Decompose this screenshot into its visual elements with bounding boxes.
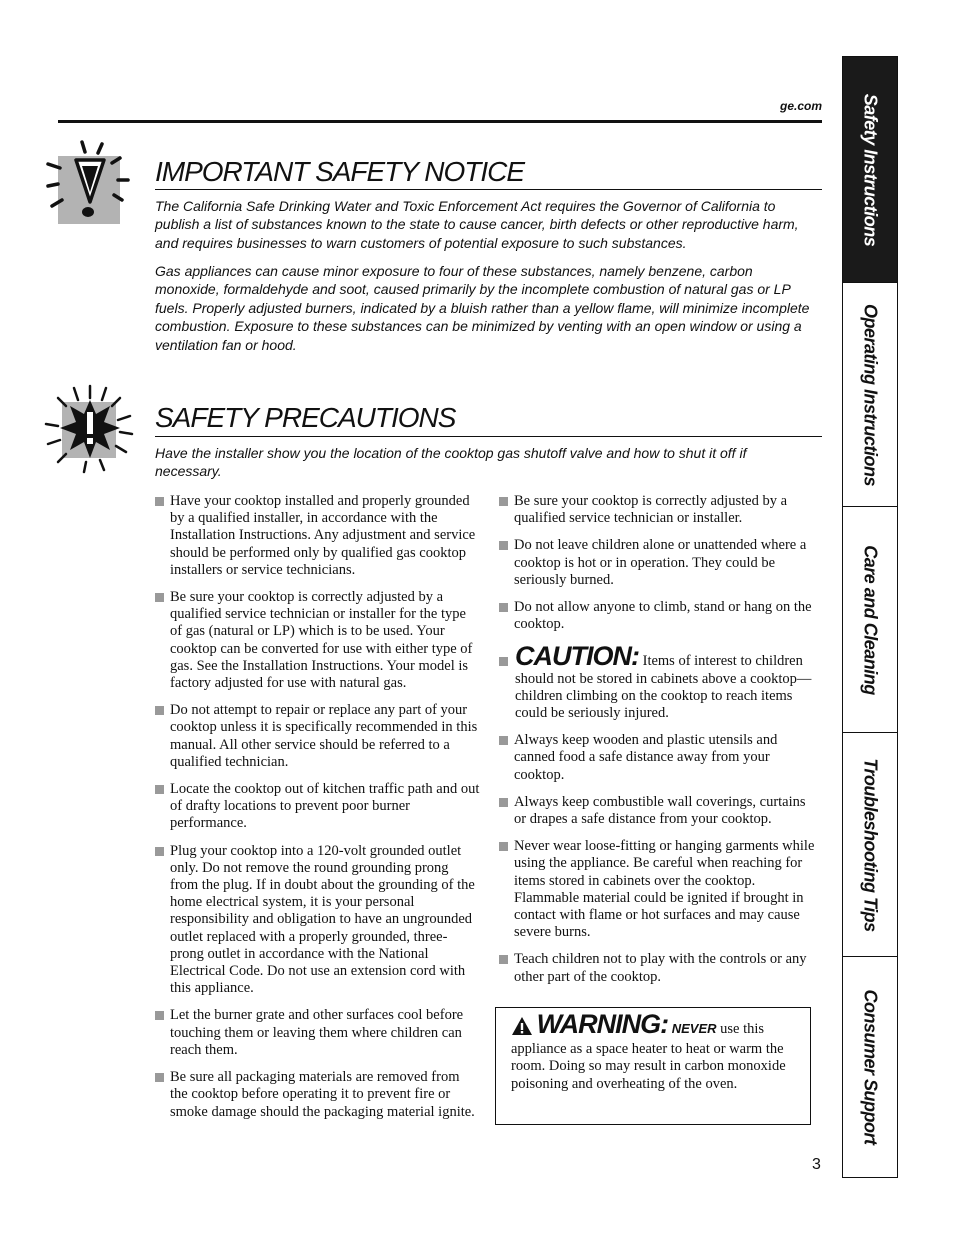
- list-item: Always keep wooden and plastic utensils and canned food a safe distance away from your cooktop.: [499, 732, 821, 784]
- square-bullet-icon: [499, 736, 508, 745]
- square-bullet-icon: [499, 842, 508, 851]
- tab-troubleshooting-tips[interactable]: Troubleshooting Tips: [843, 733, 897, 957]
- caution-item: [499, 643, 821, 722]
- notice-paragraph-1: The California Safe Drinking Water and Toxic Enforcement Act requires the Governor of California to publish a list of substances known to the state to cause cancer, birth defects or other reproductive harm, and requires businesses to warn customers of potential exposure to such substances.: [155, 198, 799, 251]
- square-bullet-icon: [499, 541, 508, 550]
- list-item: Plug your cooktop into a 120-volt grounded outlet only. Do not remove the round grounding prong from the plug. If in doubt about the grounding of the home electrical system, it is your personal responsibility and obligation to have an ungrounded outlet replaced with a properly grounded, three-prong outlet in accordance with the National Electrical Code. Do not use an extension cord with this appliance.: [155, 843, 480, 998]
- never-label: NEVER: [671, 1021, 717, 1036]
- section-sidebar: [842, 56, 898, 1178]
- tab-operating-instructions[interactable]: Operating Instructions: [843, 283, 897, 507]
- square-bullet-icon: [155, 847, 164, 856]
- burst-warning-icon: [44, 384, 136, 481]
- list-item: Never wear loose-fitting or hanging garments while using the appliance. Be careful when reaching for items stored in cabinets over the cooktop. Flammable material could be ignited if brought in contact with flame or hot surfaces and may cause severe burns.: [499, 838, 821, 941]
- list-item: Be sure all packaging materials are removed from the cooktop before operating it to prevent fire or smoke damage should the packaging material ignite.: [155, 1069, 480, 1121]
- warning-text: use this appliance as a space heater to heat or warm the room. Doing so may result in carbon monoxide poisoning and overheating of the oven.: [511, 1021, 786, 1092]
- square-bullet-icon: [155, 785, 164, 794]
- exclamation-notice-icon: [46, 140, 136, 235]
- precautions-intro: Have the installer show you the location of the cooktop gas shutoff valve and how to shut it off if necessary.: [155, 445, 747, 480]
- square-bullet-icon: [499, 603, 508, 612]
- tab-safety-instructions[interactable]: Safety Instructions: [843, 57, 897, 283]
- site-url: ge.com: [779, 99, 822, 113]
- left-column: [155, 493, 480, 1131]
- square-bullet-icon: [155, 497, 164, 506]
- caution-text: Items of interest to children should not be stored in cabinets above a cooktop—children climbing on the cooktop to reach items could be seriously injured.: [515, 653, 812, 722]
- list-item: Do not allow anyone to climb, stand or hang on the cooktop.: [499, 599, 821, 633]
- square-bullet-icon: [155, 706, 164, 715]
- list-item: Do not leave children alone or unattended where a cooktop is hot or in operation. They could be seriously burned.: [499, 537, 821, 589]
- list-item: Always keep combustible wall coverings, curtains or drapes a safe distance from your cooktop.: [499, 794, 821, 828]
- precautions-title: SAFETY PRECAUTIONS: [155, 402, 456, 433]
- tab-care-and-cleaning[interactable]: Care and Cleaning: [843, 507, 897, 733]
- list-item: Do not attempt to repair or replace any part of your cooktop unless it is specifically recommended in this manual. All other service should be referred to a qualified technician.: [155, 702, 480, 771]
- list-item: Be sure your cooktop is correctly adjusted by a qualified service technician or installer for the type of gas (natural or LP) which is to be used. Your cooktop can be converted for use with either type of gas. See the Installation Instructions. Your model is factory adjusted for use with natural gas.: [155, 589, 480, 692]
- square-bullet-icon: [155, 593, 164, 602]
- caution-label: CAUTION:: [515, 641, 639, 672]
- right-column: [499, 493, 821, 996]
- list-item: Locate the cooktop out of kitchen traffic path and out of drafty locations to prevent poor burner performance.: [155, 781, 480, 833]
- list-item: Let the burner grate and other surfaces cool before touching them or leaving them where children can reach them.: [155, 1007, 480, 1059]
- warning-box: [495, 1007, 811, 1125]
- square-bullet-icon: [155, 1011, 164, 1020]
- notice-paragraph-2: Gas appliances can cause minor exposure to four of these substances, namely benzene, carbon monoxide, formaldehyde and soot, caused primarily by the incomplete combustion of natural gas or LP fuels. Properly adjusted burners, indicated by a bluish rather than a yellow flame, will minimize incomplete combustion. Exposure to these substances can be minimized by venting with an open window or using a ventilation fan or hood.: [155, 263, 810, 353]
- warning-label: WARNING:: [536, 1009, 669, 1039]
- warning-triangle-icon: [511, 1016, 533, 1041]
- precautions-rule: [155, 436, 822, 437]
- notice-rule: [155, 189, 822, 190]
- top-rule: [58, 120, 822, 123]
- square-bullet-icon: [499, 657, 508, 666]
- square-bullet-icon: [499, 955, 508, 964]
- square-bullet-icon: [499, 798, 508, 807]
- list-item: Be sure your cooktop is correctly adjusted by a qualified service technician or installer.: [499, 493, 821, 527]
- page-number: 3: [812, 1156, 821, 1173]
- list-item: Have your cooktop installed and properly grounded by a qualified installer, in accordance with the Installation Instructions. Any adjustment and service should be performed only by qualified gas cooktop installers or service technicians.: [155, 493, 480, 579]
- square-bullet-icon: [155, 1073, 164, 1082]
- list-item: Teach children not to play with the controls or any other part of the cooktop.: [499, 951, 821, 985]
- square-bullet-icon: [499, 497, 508, 506]
- tab-consumer-support[interactable]: Consumer Support: [860, 989, 881, 1145]
- notice-title: IMPORTANT SAFETY NOTICE: [155, 156, 525, 187]
